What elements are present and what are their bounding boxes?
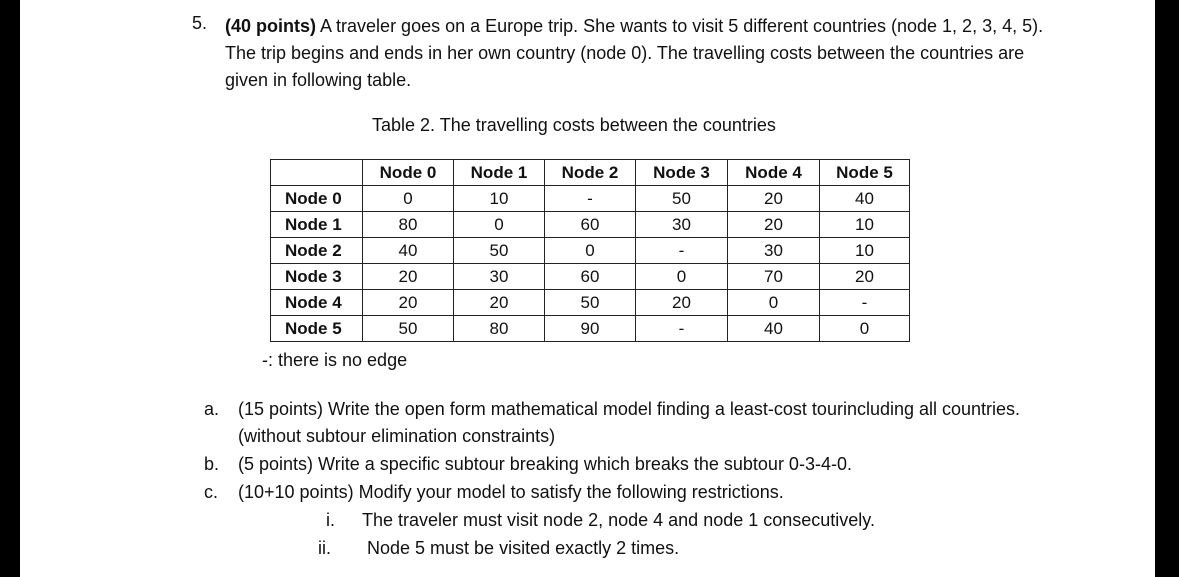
table-cell: 90 [545, 316, 636, 342]
table-row [271, 264, 910, 290]
part-b-label: b. [204, 454, 220, 474]
row-header: Node 1 [271, 212, 363, 238]
question-number: 5. [192, 13, 208, 33]
table-row [271, 212, 910, 238]
table-cell: 0 [636, 264, 728, 290]
table-cell: 10 [820, 238, 910, 264]
row-header: Node 3 [271, 264, 363, 290]
table-cell: 30 [728, 238, 820, 264]
question-points: (40 points) [225, 16, 317, 36]
cost-table [270, 159, 910, 342]
row-header: Node 0 [271, 186, 363, 212]
row-header: Node 4 [271, 290, 363, 316]
table-cell: - [545, 186, 636, 212]
table-cell: 40 [728, 316, 820, 342]
question-text [225, 13, 1055, 94]
column-header: Node 3 [636, 160, 728, 186]
column-header: Node 0 [363, 160, 454, 186]
part-c-i-text: The traveler must visit node 2, node 4 and node 1 consecutively. [362, 510, 875, 530]
table-cell: 20 [820, 264, 910, 290]
row-header: Node 2 [271, 238, 363, 264]
part-c-i-label: i. [326, 510, 335, 530]
table-header-row [271, 160, 910, 186]
table-cell: 20 [363, 264, 454, 290]
table-caption: Table 2. The travelling costs between the countries [372, 115, 776, 135]
table-cell: 80 [454, 316, 545, 342]
table-cell: 0 [545, 238, 636, 264]
table-cell: 20 [636, 290, 728, 316]
table-cell: 10 [454, 186, 545, 212]
table-cell: 40 [363, 238, 454, 264]
column-header: Node 5 [820, 160, 910, 186]
table-cell: 50 [636, 186, 728, 212]
table-cell: 0 [363, 186, 454, 212]
table-cell: 20 [728, 186, 820, 212]
part-a-label: a. [204, 399, 220, 419]
table-row [271, 290, 910, 316]
table-cell: 60 [545, 264, 636, 290]
table-cell: 80 [363, 212, 454, 238]
part-c-label: c. [204, 482, 219, 502]
table-cell: 10 [820, 212, 910, 238]
table-cell: 30 [636, 212, 728, 238]
row-header: Node 5 [271, 316, 363, 342]
question-body: A traveler goes on a Europe trip. She wants to visit 5 different countries (node 1, 2, 3, 4, 5). The trip begins and ends in her own country (node 0). The travelling costs between the countries are given in following table. [225, 16, 1044, 90]
table-cell: 0 [820, 316, 910, 342]
table-cell: 30 [454, 264, 545, 290]
part-c-ii-text: Node 5 must be visited exactly 2 times. [367, 538, 680, 558]
table-cell: 20 [728, 212, 820, 238]
column-header: Node 1 [454, 160, 545, 186]
table-cell: 50 [545, 290, 636, 316]
table-cell: 20 [454, 290, 545, 316]
column-header: Node 2 [545, 160, 636, 186]
table-cell: 40 [820, 186, 910, 212]
table-cell: 0 [728, 290, 820, 316]
table-cell: 70 [728, 264, 820, 290]
document-page [20, 0, 1155, 577]
table-cell: - [820, 290, 910, 316]
part-c-text: (10+10 points) Modify your model to satisfy the following restrictions. [238, 482, 784, 502]
table-row [271, 186, 910, 212]
table-cell: 20 [363, 290, 454, 316]
table-cell: 50 [363, 316, 454, 342]
part-b-text: (5 points) Write a specific subtour breaking which breaks the subtour 0-3-4-0. [238, 454, 852, 474]
table-legend: -: there is no edge [262, 350, 408, 370]
table-row [271, 238, 910, 264]
part-a-text: (15 points) Write the open form mathematical model finding a least-cost tourincluding all countries. (without subtour elimination constraints) [238, 399, 1021, 446]
table-cell: - [636, 316, 728, 342]
table-corner-cell [271, 160, 363, 186]
table-cell: - [636, 238, 728, 264]
part-c-ii-label: ii. [318, 538, 331, 558]
table-row [271, 316, 910, 342]
column-header: Node 4 [728, 160, 820, 186]
table-cell: 0 [454, 212, 545, 238]
table-cell: 50 [454, 238, 545, 264]
table-cell: 60 [545, 212, 636, 238]
